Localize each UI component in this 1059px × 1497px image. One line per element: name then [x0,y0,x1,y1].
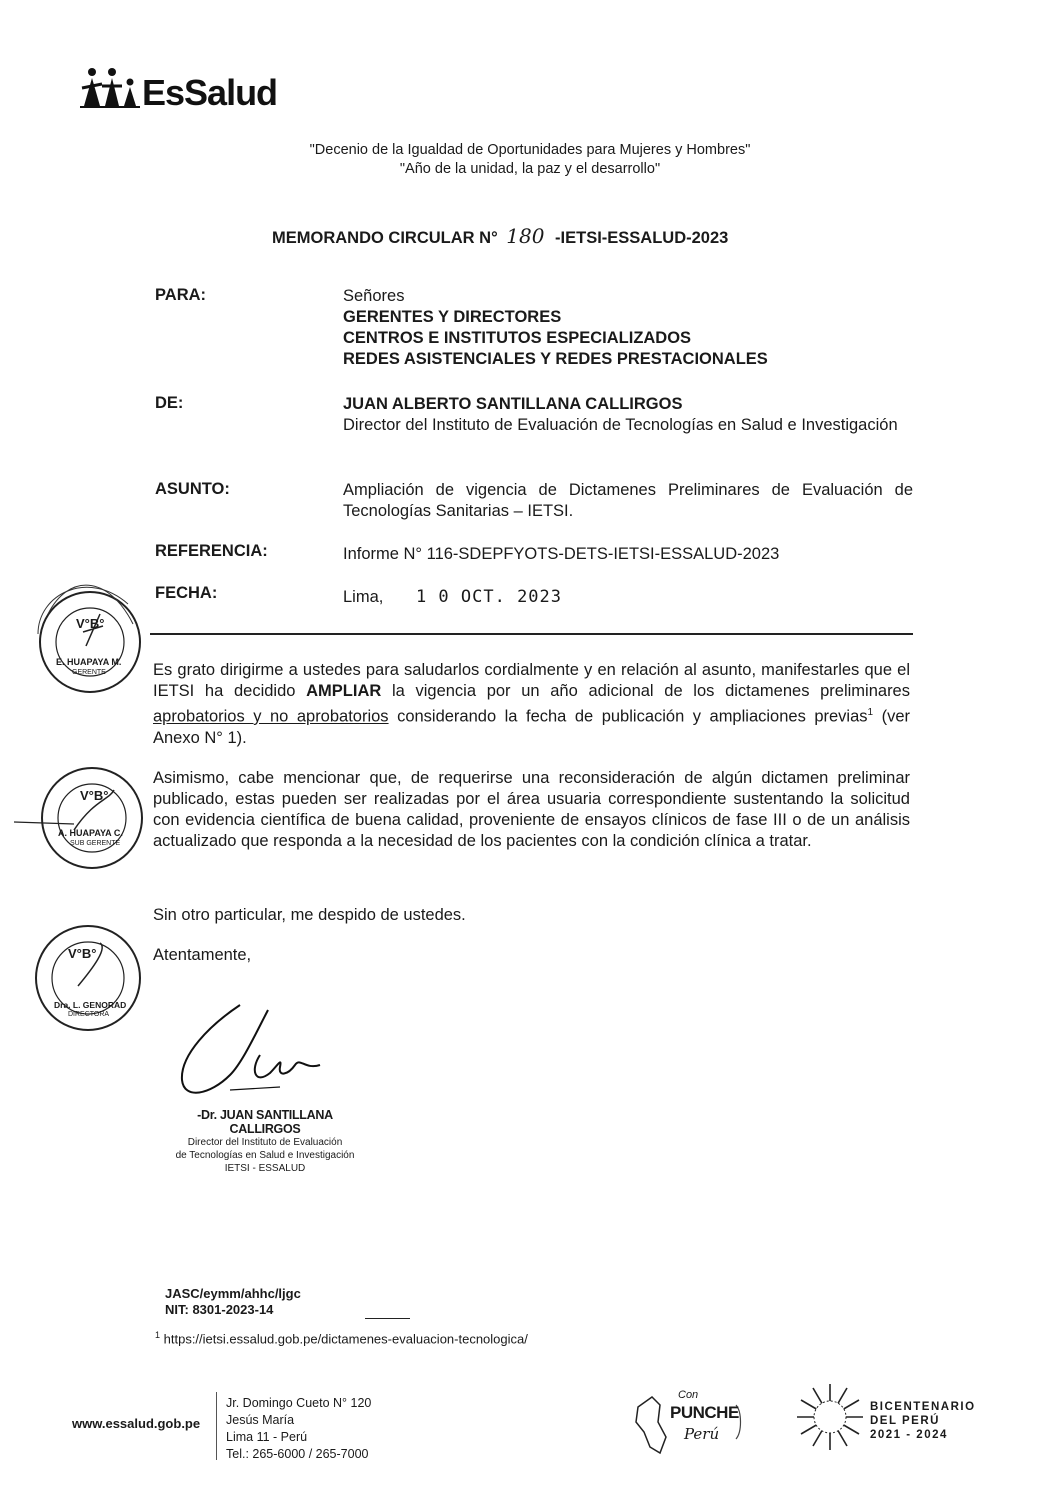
stamp-1-seal-icon [28,574,148,704]
de-title: Director del Instituto de Evaluación de Tecnologías en Salud e Investigación [343,416,898,434]
address-line-3: Lima 11 - Perú [226,1430,308,1444]
fecha-city: Lima, [343,588,384,606]
stamp-2-name: A. HUAPAYA C. [58,828,123,838]
approval-stamp-2 [14,760,154,880]
asunto-text: Ampliación de vigencia de Dictamenes Preliminares de Evaluación de Tecnologías Sanitarias – IETSI. [343,481,913,520]
stamp-2-role: SUB GERENTE [70,840,121,847]
body-paragraph-3: Sin otro particular, me despido de ustedes. [153,906,466,924]
de-name: JUAN ALBERTO SANTILLANA CALLIRGOS [343,395,683,413]
reference-initials [165,1286,301,1318]
logo-text: EsSalud [142,72,278,113]
de-value [343,394,913,436]
stamp-3-name: Dra. L. GENORAD [54,1000,127,1010]
para-line-2: GERENTES Y DIRECTORES [343,308,562,326]
people-figures-icon [80,66,142,110]
p1-footnote-ref: 1 [867,707,874,718]
website-link[interactable]: www.essalud.gob.pe [72,1416,201,1431]
decenio-heading [270,141,790,179]
stamp-1-name: E. HUAPAYA M. [56,657,122,667]
approval-stamp-3 [28,918,148,1038]
p1-bold: AMPLIAR [306,682,382,700]
p1-text-c: considerando la fecha de publicación y ampliaciones previas [388,707,868,726]
stamp-1-vb: V°B° [76,616,105,631]
p1-text-b: la vigencia por un año adicional de los dictamenes preliminares [381,682,910,700]
fecha-date-stamp: 1 0 OCT. 2023 [415,587,563,607]
header-divider [150,633,913,635]
stamp-3-vb: V°B° [68,946,97,961]
memo-title [272,224,728,248]
memo-title-suffix: -IETSI-ESSALUD-2023 [555,229,729,247]
address-block [226,1395,371,1463]
signature-line-2: de Tecnologías en Salud e Investigación [175,1150,355,1161]
referencia-text: Informe N° 116-SDEPFYOTS-DETS-IETSI-ESSALUD-2023 [343,545,780,563]
bicentenario-text [870,1400,976,1442]
closing: Atentamente, [153,946,252,964]
bicentenario-line-3: 2021 - 2024 [870,1429,948,1441]
punche-word: PUNCHE [670,1403,739,1422]
signature-block [165,1108,365,1175]
fecha-label: FECHA: [155,584,218,602]
para-value [343,286,913,370]
nit: NIT: 8301-2023-14 [165,1302,274,1317]
fecha-value [343,587,913,608]
body-paragraph-1 [153,660,910,749]
signature-line-1: Director del Instituto de Evaluación [187,1137,343,1148]
punche-con: Con [678,1389,699,1401]
footer-divider [216,1392,217,1460]
p1-text-a: Es grato dirigirme a ustedes para saludarlos cordialmente y en relación al asunto, manifestarles que el IETSI ha decidido [153,661,910,700]
bicentenario-line-1: BICENTENARIO [870,1401,976,1413]
body-paragraph-2: Asimismo, cabe mencionar que, de requerirse una reconsideración de algún dictamen preliminar publicado, estas pueden ser realizadas por el área usuaria correspondiente sustentando la solicitud con evidencia científica de buena calidad, proveniente de ensayos clínicos de fase III o de un análisis actualizado que responda a la necesidad de los pacientes con la condición clínica a tratar. [153,769,910,850]
initials: JASC/eymm/ahhc/ljgc [165,1286,301,1301]
referencia-label: REFERENCIA: [155,542,268,560]
signature-line-3: IETSI - ESSALUD [224,1163,306,1174]
footnote [155,1330,528,1346]
para-label: PARA: [155,286,207,304]
address-line-2: Jesús María [226,1413,295,1427]
address-line-1: Jr. Domingo Cueto N° 120 [226,1396,372,1410]
stamp-2-seal-icon [14,760,154,880]
address-line-4: Tel.: 265-6000 / 265-7000 [226,1447,369,1461]
stamp-2-vb: V°B° [80,788,109,803]
para-line-3: CENTROS E INSTITUTOS ESPECIALIZADOS [343,329,692,347]
de-label: DE: [155,394,184,412]
para-line-1: Señores [343,287,405,305]
asunto-label: ASUNTO: [155,480,230,498]
stamp-1-role: GERENTE [72,669,106,676]
memo-title-prefix: MEMORANDO CIRCULAR N° [272,229,498,247]
con-punche-peru-logo [630,1387,750,1462]
p1-text-d: (ver Anexo N° 1). [153,707,910,747]
footnote-divider [365,1318,410,1319]
stamp-3-role: DIRECTORA [68,1011,110,1018]
decenio-line-1: "Decenio de la Igualdad de Oportunidades para Mujeres y Hombres" [309,142,751,158]
decenio-line-2: "Año de la unidad, la paz y el desarrollo" [399,161,661,177]
bicentenario-sunburst-icon [795,1382,865,1452]
para-line-4: REDES ASISTENCIALES Y REDES PRESTACIONALES [343,350,768,368]
punche-peru: Perú [684,1425,720,1443]
bicentenario-line-2: DEL PERÚ [870,1415,940,1427]
p1-underlined: aprobatorios y no aprobatorios [153,707,389,726]
footnote-mark: 1 [155,1330,161,1340]
handwritten-signature [170,995,340,1110]
signature-name: -Dr. JUAN SANTILLANA CALLIRGOS [197,1108,333,1136]
footnote-url[interactable]: https://ietsi.essalud.gob.pe/dictamenes-evaluacion-tecnologica/ [163,1331,528,1347]
stamp-3-seal-icon [28,918,148,1038]
memo-handwritten-number: 180 [506,224,545,248]
approval-stamp-1 [28,574,148,704]
